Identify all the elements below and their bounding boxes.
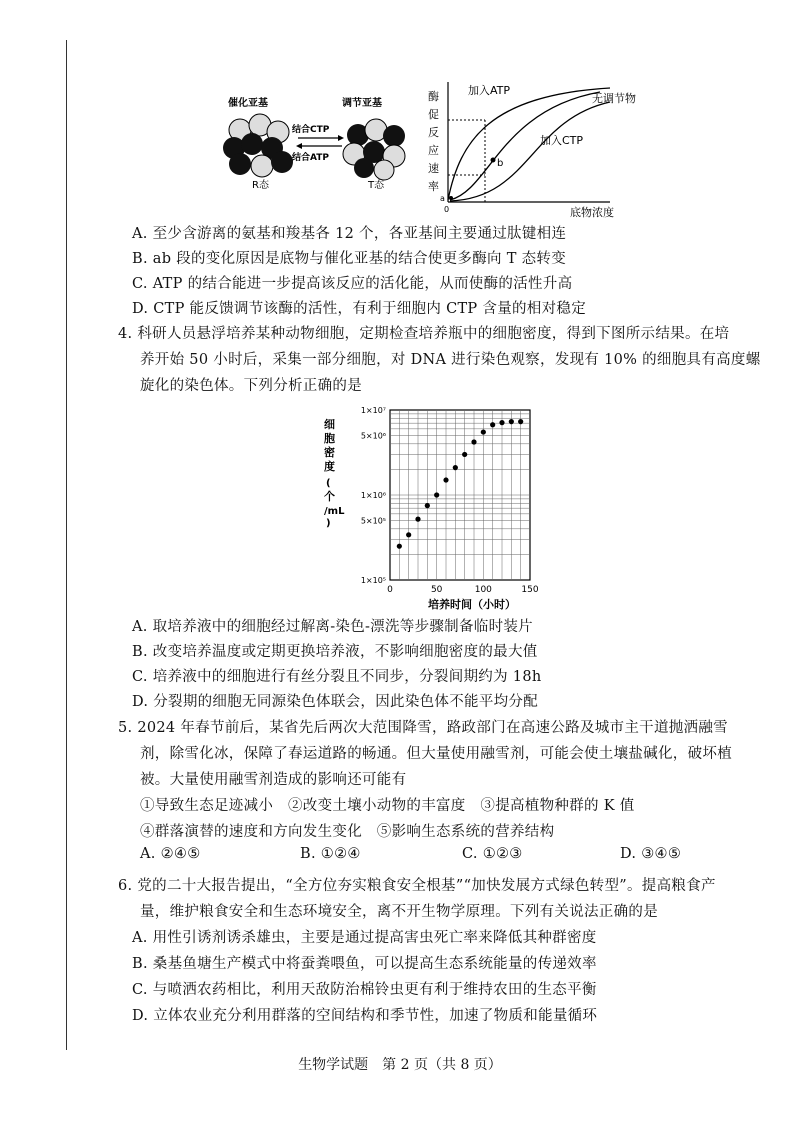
y-axis-char: 率 (428, 180, 439, 193)
q4-option-a: A. 取培养液中的细胞经过解离-染色-漂洗等步骤制备临时装片 (132, 619, 533, 635)
q5-choice-c: C. ①②③ (462, 846, 523, 862)
data-point (471, 439, 476, 444)
r-state-molecule (223, 114, 293, 177)
y-axis-char: 速 (428, 162, 439, 175)
enzyme-diagram (210, 80, 650, 220)
curve-atp (448, 88, 610, 200)
svg-text:个: 个 (324, 490, 335, 503)
q6-option-c: C. 与喷洒农药相比，利用天敌防治棉铃虫更有利于维持农田的生态平衡 (132, 982, 597, 998)
data-point (462, 452, 467, 457)
q6-option-b: B. 桑基鱼塘生产模式中将蚕粪喂鱼，可以提高生态系统能量的传递效率 (132, 956, 597, 972)
y-axis-char: 酶 (428, 90, 439, 103)
regulatory-subunit-label: 调节亚基 (342, 98, 382, 109)
curve-atp-label: 加入ATP (468, 84, 511, 97)
q5-items-line: ④群落演替的速度和方向发生变化 ⑤影响生态系统的营养结构 (140, 824, 555, 840)
q6-option-d: D. 立体农业充分利用群落的空间结构和季节性，加速了物质和能量循环 (132, 1008, 598, 1024)
bind-ctp-label: 结合CTP (292, 125, 330, 135)
q3-option-b: B. ab 段的变化原因是底物与催化亚基的结合使更多酶向 T 态转变 (132, 251, 566, 267)
rate-graph (428, 82, 636, 219)
q5-stem-line: 5. 2024 年春节前后，某省先后两次大范围降雪，路政部门在高速公路及城市主干道抛洒融雪 (118, 720, 728, 736)
svg-text:): ) (326, 518, 331, 529)
q3-option-c: C. ATP 的结合能进一步提高该反应的活化能，从而使酶的活性升高 (132, 276, 573, 292)
data-point (481, 429, 486, 434)
catalytic-subunit-label: 催化亚基 (228, 98, 268, 109)
x-tick-label: 150 (521, 585, 539, 595)
point-a-mark (449, 196, 453, 200)
q4-option-d: D. 分裂期的细胞无同源染色体联会，因此染色体不能平均分配 (132, 694, 539, 710)
y-tick-label: 1×10⁷ (360, 406, 386, 415)
r-state-label: R态 (252, 180, 269, 191)
data-point (415, 517, 420, 522)
y-tick-label: 1×10⁶ (360, 491, 386, 500)
q4-stem-line: 4. 科研人员悬浮培养某种动物细胞，定期检查培养瓶中的细胞密度，得到下图所示结果。在培 (118, 326, 730, 342)
data-point (499, 420, 504, 425)
y-axis-char: 反 (428, 126, 439, 139)
point-b-label: b (497, 158, 504, 169)
q3-option-a: A. 至少含游离的氨基和羧基各 12 个，各亚基间主要通过肽键相连 (132, 226, 567, 242)
q5-stem-line: 剂，除雪化冰，保障了春运道路的畅通。但大量使用融雪剂，可能会使土壤盐碱化，破坏植 (140, 746, 732, 762)
data-point (406, 532, 411, 537)
data-point (425, 503, 430, 508)
data-point (453, 465, 458, 470)
data-point (397, 544, 402, 549)
q6-stem-line: 量，维护粮食安全和生态环境安全，离不开生物学原理。下列有关说法正确的是 (140, 904, 658, 920)
q5-items-line: ①导致生态足迹减小 ②改变土壤小动物的丰富度 ③提高植物种群的 K 值 (140, 798, 635, 814)
svg-text:密: 密 (324, 446, 335, 459)
q5-choice-d: D. ③④⑤ (620, 846, 682, 862)
y-tick-label: 1×10⁵ (360, 576, 386, 585)
q6-stem-line: 6. 党的二十大报告提出，“全方位夯实粮食安全根基”“加快发展方式绿色转型”。提高粮食产 (118, 878, 716, 894)
cell-density-chart (320, 400, 550, 612)
t-state-label: T态 (368, 180, 385, 191)
curve-ctp (450, 102, 610, 201)
data-point (434, 492, 439, 497)
data-point (490, 422, 495, 427)
x-tick-label: 0 (387, 585, 393, 595)
y-axis-char: 应 (428, 144, 439, 157)
data-point (518, 419, 523, 424)
q4-stem-line: 旋化的染色体。下列分析正确的是 (140, 378, 362, 394)
q5-choice-a: A. ②④⑤ (140, 846, 201, 862)
y-tick-label: 5×10⁶ (360, 431, 386, 441)
origin-label: 0 (444, 205, 450, 214)
bind-atp-label: 结合ATP (292, 153, 330, 163)
point-b-mark (491, 158, 496, 163)
y-tick-label: 5×10⁵ (360, 516, 386, 526)
svg-text:胞: 胞 (324, 432, 335, 445)
q4-stem-line: 养开始 50 小时后，采集一部分细胞，对 DNA 进行染色观察，发现有 10% 的细胞具有高度螺 (140, 352, 761, 368)
y-axis-title (324, 417, 345, 529)
page-footer: 生物学试题 第 2 页（共 8 页） (298, 1057, 502, 1073)
curve-none-label: 无调节物 (592, 92, 636, 105)
x-axis-title: 培养时间（小时） (428, 598, 516, 611)
q4-option-b: B. 改变培养温度或定期更换培养液，不影响细胞密度的最大值 (132, 644, 538, 660)
data-point (509, 419, 514, 424)
binding-margin-line (66, 40, 67, 1050)
q4-option-c: C. 培养液中的细胞进行有丝分裂且不同步，分裂间期约为 18h (132, 669, 542, 685)
x-tick-label: 100 (474, 585, 492, 595)
svg-text:度: 度 (324, 460, 335, 473)
svg-text:(: ( (326, 478, 331, 489)
q5-stem-line: 被。大量使用融雪剂造成的影响还可能有 (140, 772, 407, 788)
q5-choice-b: B. ①②④ (300, 846, 361, 862)
q3-option-d: D. CTP 能反馈调节该酶的活性，有利于细胞内 CTP 含量的相对稳定 (132, 301, 586, 317)
x-tick-label: 50 (430, 585, 443, 595)
point-a-label: a (440, 194, 445, 203)
q6-option-a: A. 用性引诱剂诱杀雄虫，主要是通过提高害虫死亡率来降低其种群密度 (132, 930, 597, 946)
curve-ctp-label: 加入CTP (540, 134, 584, 147)
x-axis-label: 底物浓度 (570, 206, 614, 219)
data-point (443, 477, 448, 482)
svg-text:/mL: /mL (324, 506, 345, 517)
svg-text:细: 细 (324, 418, 335, 431)
t-state-molecule (343, 119, 405, 180)
y-axis-char: 促 (428, 108, 439, 121)
